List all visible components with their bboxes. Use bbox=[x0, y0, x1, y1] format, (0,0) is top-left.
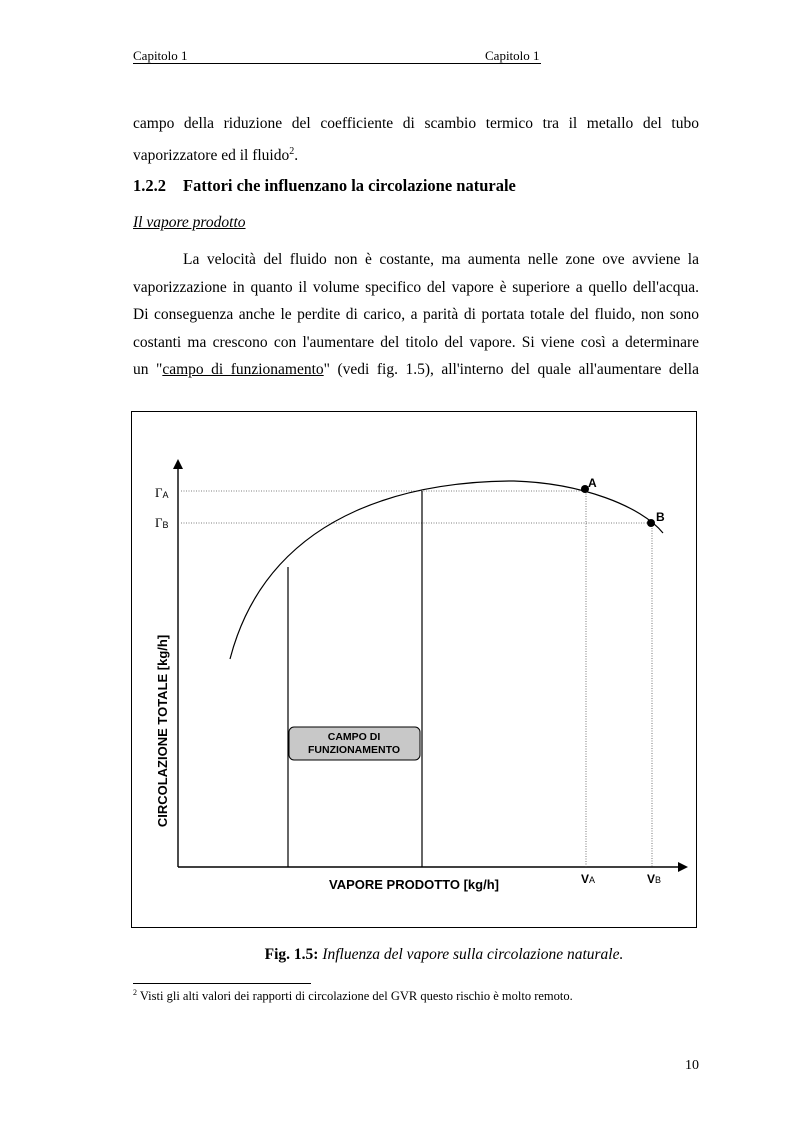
intro-paragraph bbox=[133, 110, 699, 169]
gamma-a-label bbox=[155, 485, 169, 500]
vb-subscript: B bbox=[655, 875, 662, 885]
circulation-curve bbox=[230, 481, 663, 659]
running-header-left: Capitolo 1 bbox=[133, 48, 188, 63]
footnote-text: Visti gli alti valori dei rapporti di circolazione del GVR questo rischio è molto remoto. bbox=[139, 989, 573, 1004]
caption-text: Influenza del vapore sulla circolazione naturale. bbox=[322, 946, 624, 963]
body-line-3: Di conseguenza anche le perdite di carico, a parità di portata totale del fluido, non sono bbox=[133, 306, 699, 323]
gamma-b-subscript: B bbox=[162, 520, 169, 530]
intro-line-2-text: vaporizzatore ed il fluido bbox=[133, 146, 290, 164]
body-line-5 bbox=[133, 356, 699, 384]
x-axis-arrow bbox=[678, 862, 688, 872]
operating-range-label-line2: FUNZIONAMENTO bbox=[308, 744, 400, 756]
footnote-reference: 2 bbox=[289, 145, 295, 157]
operating-range-label-line1: CAMPO DI bbox=[327, 731, 381, 743]
intro-line-2 bbox=[133, 138, 699, 170]
footnote-rule bbox=[133, 983, 311, 984]
figure-diagram bbox=[132, 412, 696, 927]
caption-label: Fig. 1.5: bbox=[264, 946, 319, 963]
footnote-number: 2 bbox=[133, 988, 137, 997]
point-b-label: B bbox=[656, 510, 665, 524]
point-b-marker bbox=[647, 519, 655, 527]
gamma-a-symbol: Γ bbox=[155, 485, 163, 500]
va-main: V bbox=[581, 872, 590, 886]
section-heading bbox=[133, 176, 516, 196]
intro-line-1: campo della riduzione del coefficiente di scambio termico tra il metallo del tubo bbox=[133, 115, 699, 132]
footnote bbox=[133, 988, 573, 1004]
section-number: 1.2.2 bbox=[133, 176, 166, 195]
body-line-5-before: un " bbox=[133, 361, 163, 378]
gamma-a-subscript: A bbox=[162, 490, 169, 500]
gamma-b-label bbox=[155, 515, 169, 530]
vb-label bbox=[647, 872, 661, 886]
body-paragraph bbox=[133, 246, 699, 384]
campo-di-funzionamento-term: campo di funzionamento bbox=[162, 361, 324, 378]
page-number: 10 bbox=[685, 1058, 699, 1073]
body-line-2: vaporizzazione in quanto il volume specifico del vapore è superiore a quello dell'acqua. bbox=[133, 278, 699, 296]
header-rule bbox=[133, 63, 541, 64]
figure-caption bbox=[133, 946, 755, 964]
vb-main: V bbox=[647, 872, 656, 886]
body-line-4: costanti ma crescono con l'aumentare del titolo del vapore. Si viene così a determinare bbox=[133, 333, 699, 351]
y-axis-title: CIRCOLAZIONE TOTALE [kg/h] bbox=[155, 634, 170, 828]
figure-frame bbox=[131, 411, 697, 928]
running-header-right: Capitolo 1 bbox=[485, 48, 540, 63]
intro-line-2-tail: . bbox=[294, 146, 299, 164]
body-line-5-after: " (vedi fig. 1.5), all'interno del quale all'aumentare della bbox=[323, 361, 699, 378]
va-label bbox=[581, 872, 595, 886]
body-line-1: La velocità del fluido non è costante, ma aumenta nelle zone ove avviene la bbox=[183, 251, 699, 268]
subheading: Il vapore prodotto bbox=[133, 214, 246, 231]
y-axis-arrow bbox=[173, 459, 183, 469]
point-a-label: A bbox=[588, 476, 597, 490]
x-axis-title: VAPORE PRODOTTO [kg/h] bbox=[329, 877, 499, 892]
gamma-b-symbol: Γ bbox=[155, 515, 163, 530]
va-subscript: A bbox=[589, 875, 596, 885]
section-title: Fattori che influenzano la circolazione naturale bbox=[183, 176, 516, 195]
